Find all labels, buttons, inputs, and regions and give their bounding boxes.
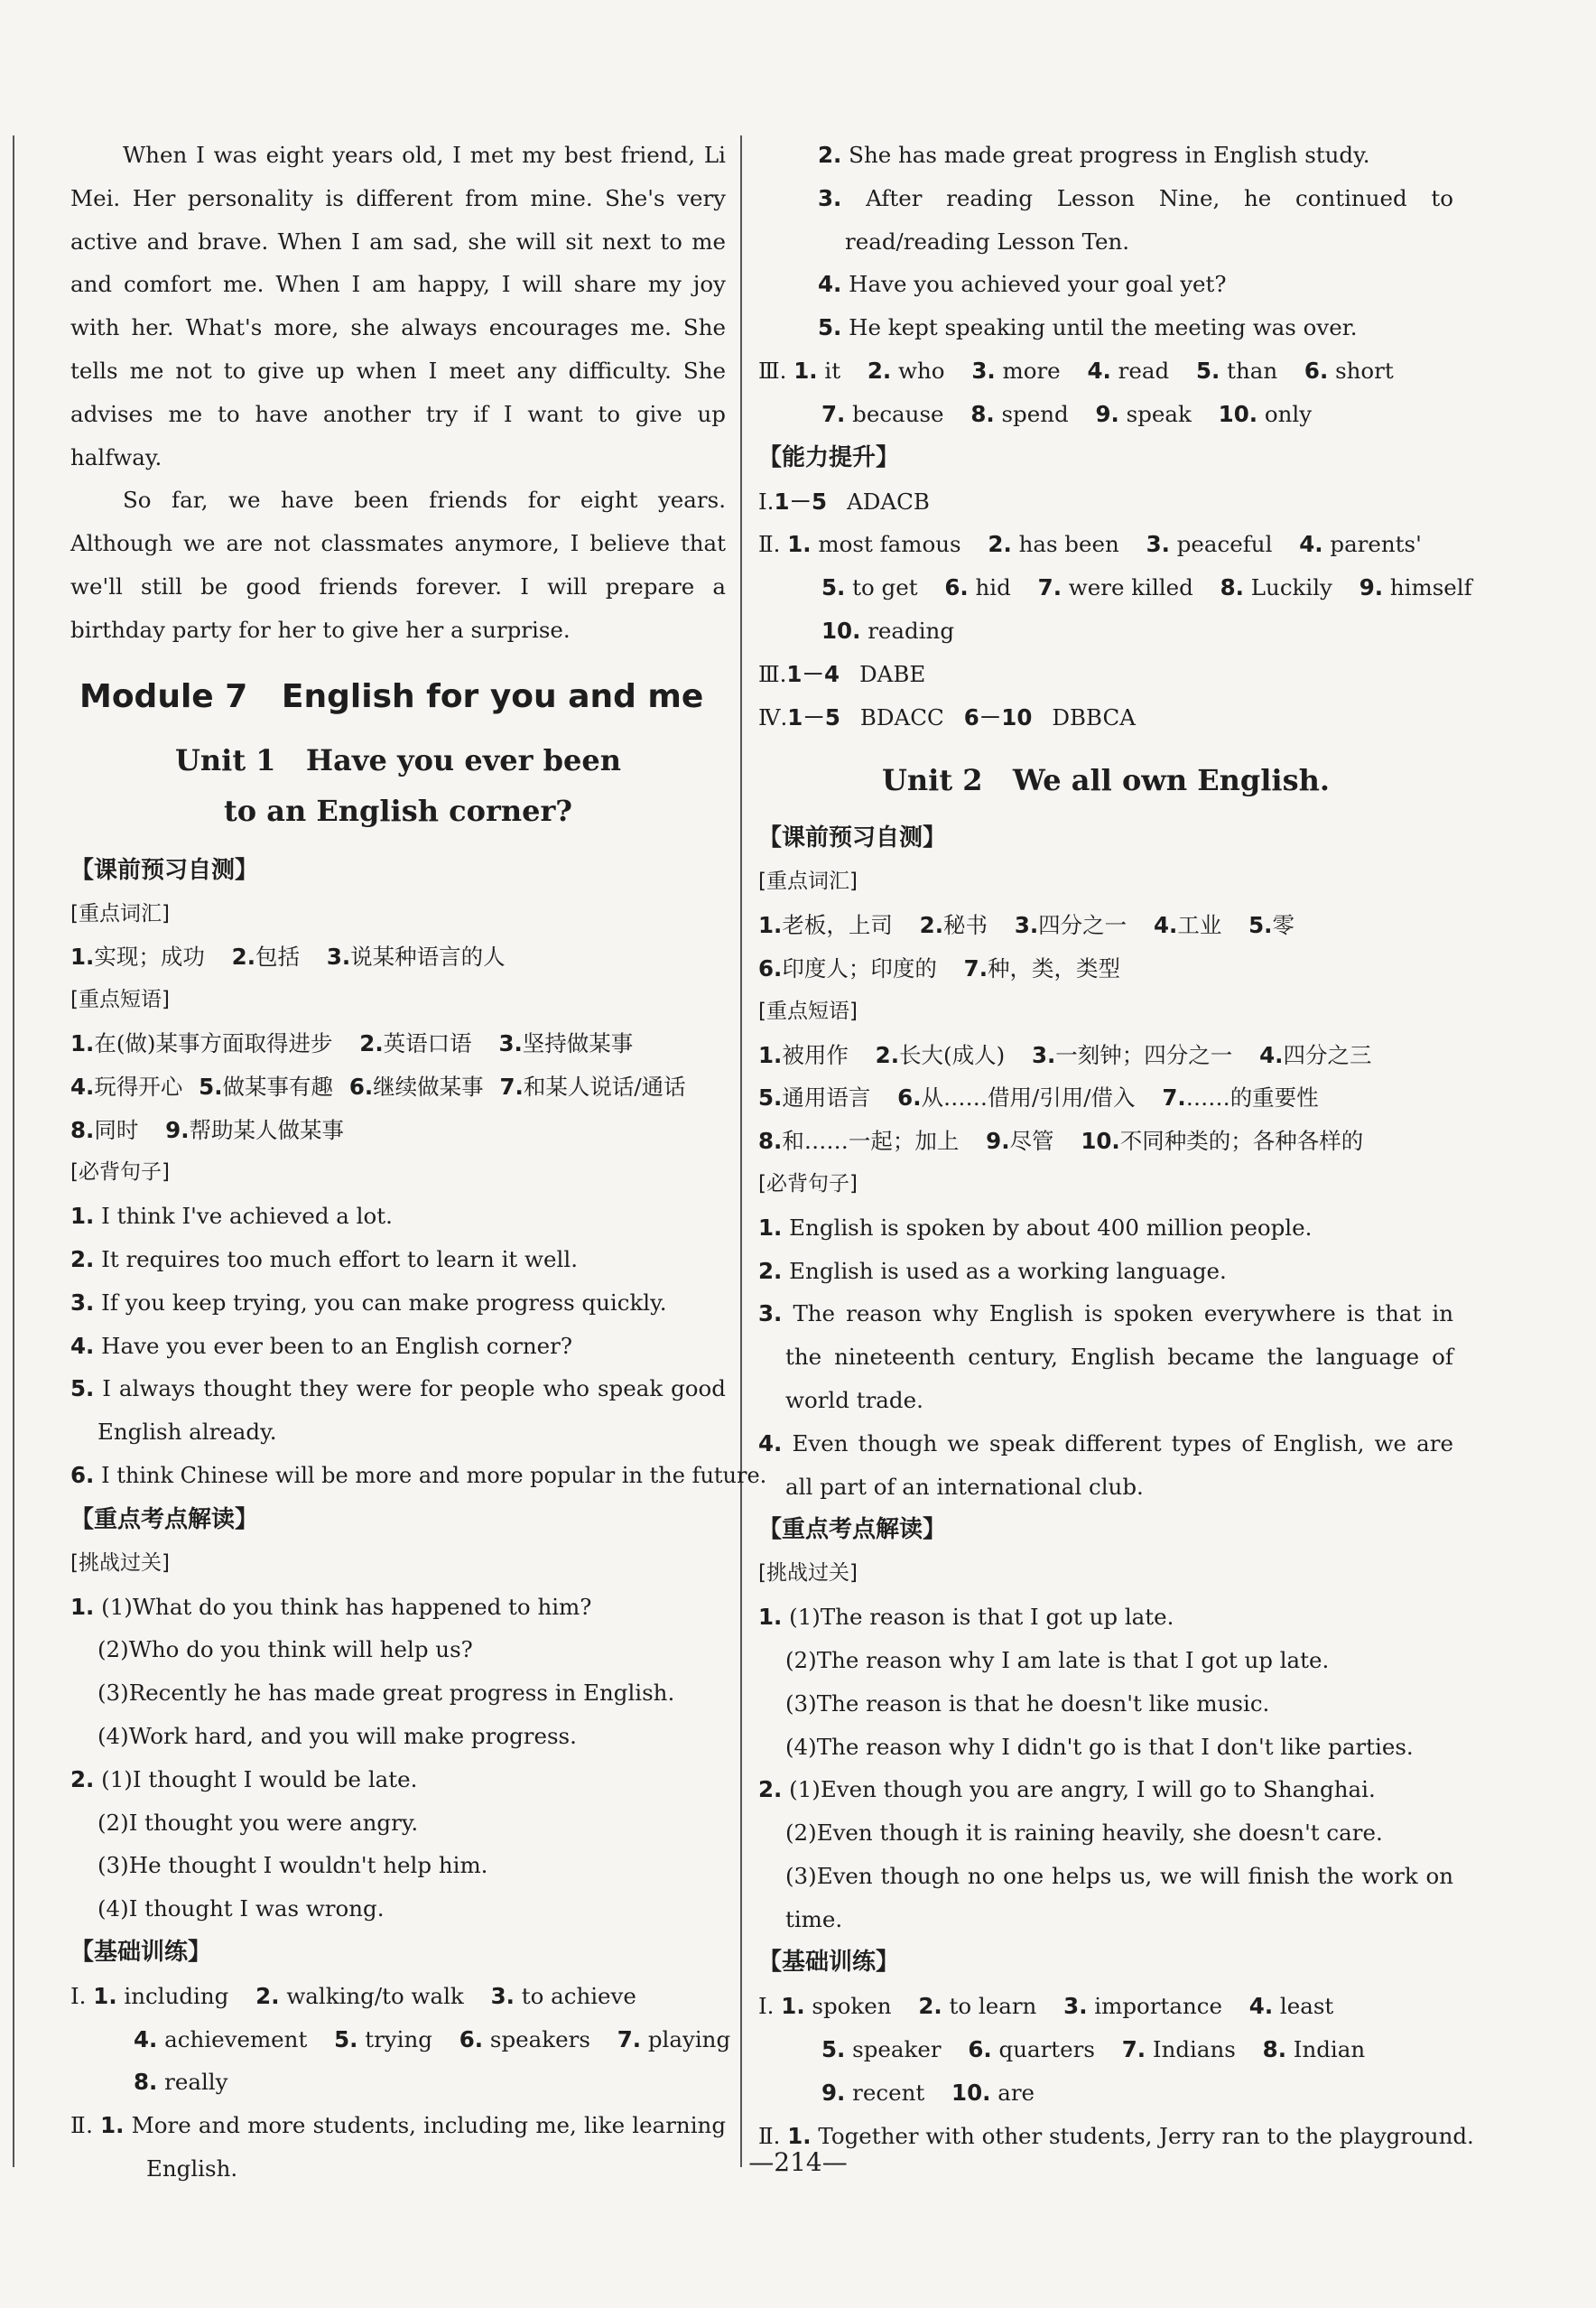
- section-preview-heading: 【课前预习自测】: [70, 856, 259, 884]
- list-item: 7.……的重要性: [1162, 1084, 1319, 1112]
- section-ability-heading: 【能力提升】: [758, 443, 900, 471]
- list-item: 2. who: [867, 357, 945, 384]
- sentence-item: 2. English is used as a working language.: [758, 1257, 1227, 1284]
- list-item: 3. peaceful: [1146, 531, 1273, 558]
- list-item: 5.零: [1248, 912, 1294, 939]
- list-item: 1.老板，上司: [758, 912, 893, 939]
- module-title: Module 7 English for you and me: [79, 677, 704, 715]
- vocab-line: [70, 935, 726, 979]
- column-divider: [740, 135, 742, 2167]
- section-keypoints-heading: 【重点考点解读】: [70, 1505, 259, 1533]
- phrases-line-2: [758, 1076, 1453, 1120]
- page-number: —214—: [748, 2147, 848, 2177]
- list-item: 2. to learn: [918, 1993, 1037, 2020]
- challenge-item: (2)Who do you think will help us?: [97, 1636, 473, 1663]
- list-item: 5. speaker: [821, 2036, 942, 2063]
- list-item: 1.在(做)某事方面取得进步: [70, 1029, 333, 1056]
- left-margin-rule: [13, 135, 14, 2167]
- challenge-item: 2. (1)I thought I would be late.: [70, 1765, 418, 1792]
- list-item: 1. most famous: [787, 531, 961, 558]
- basic-part-1-line-1: Ⅰ. 1. spoken 2. to learn 3. importance 4. least: [758, 1993, 1334, 2020]
- challenge-item: (4)Work hard, and you will make progress.: [97, 1722, 577, 1749]
- phrases-line-1: [70, 1022, 726, 1066]
- list-item: 7.和某人说话/通话: [499, 1073, 686, 1100]
- unit-title-line-1: Unit 1 Have you ever been: [174, 742, 621, 777]
- challenge-item: (2)I thought you were angry.: [97, 1809, 419, 1836]
- list-item: 1. including: [93, 1982, 229, 2009]
- list-item: 3.坚持做某事: [498, 1029, 634, 1056]
- challenge-item: (2)Even though it is raining heavily, she doesn't care.: [785, 1819, 1383, 1847]
- list-item: 8. Luckily: [1220, 574, 1332, 601]
- list-item: 4.四分之三: [1259, 1041, 1372, 1068]
- list-item: 3. to achieve: [490, 1982, 636, 2009]
- challenge-item: (2)The reason why I am late is that I got up late.: [785, 1646, 1330, 1673]
- section-basic-heading: 【基础训练】: [758, 1949, 900, 1977]
- list-item: 5.通用语言: [758, 1084, 871, 1112]
- list-item: 4.工业: [1153, 912, 1222, 939]
- list-item: 3.四分之一: [1014, 912, 1127, 939]
- list-item: 7. Indians: [1121, 2036, 1236, 2063]
- list-item: 7.种，类，类型: [963, 954, 1121, 982]
- list-item: 9. recent: [821, 2080, 925, 2107]
- sentence-item: 3. If you keep trying, you can make progress quickly.: [70, 1289, 667, 1316]
- list-item: 6. short: [1304, 357, 1394, 384]
- challenge-item: (3)The reason is that he doesn't like music.: [785, 1689, 1270, 1717]
- list-item: 6. hid: [944, 574, 1011, 601]
- challenge-item: (3)He thought I wouldn't help him.: [97, 1852, 488, 1879]
- sentence-item: 6. I think Chinese will be more and more popular in the future.: [70, 1461, 767, 1488]
- list-item: 5.做某事有趣: [199, 1073, 334, 1100]
- part-3-line-1: Ⅲ. 1. it 2. who 3. more 4. read 5. than 6. short: [758, 357, 1394, 384]
- list-item: 4. least: [1248, 1993, 1334, 2020]
- list-item: 8.同时: [70, 1116, 139, 1143]
- subheading-sentences: [必背句子]: [70, 1160, 170, 1185]
- phrases-line-3: [70, 1109, 726, 1152]
- list-item: 5. than: [1195, 357, 1278, 384]
- phrases-line-1: [758, 1034, 1453, 1077]
- sentence-item: 2. It requires too much effort to learn it well.: [70, 1245, 578, 1272]
- list-item: 3. importance: [1063, 1993, 1222, 2020]
- list-item: 8. spend: [970, 400, 1069, 427]
- ability-part-1: Ⅰ.1－5 ADACB: [758, 488, 930, 515]
- sentence-item: 1. English is spoken by about 400 million people.: [758, 1214, 1313, 1241]
- list-item: 9.帮助某人做某事: [165, 1116, 345, 1143]
- ability-part-3: Ⅲ.1－4 DABE: [758, 660, 926, 687]
- subheading-challenge: [挑战过关]: [70, 1550, 170, 1575]
- vocab-line-1: [758, 904, 1453, 947]
- phrases-line-3: [758, 1120, 1453, 1163]
- list-item: 7. playing: [617, 2025, 731, 2052]
- list-item: 1.实现；成功: [70, 944, 205, 971]
- vocab-line-2: [758, 947, 1453, 991]
- list-item: 8. really: [134, 2069, 228, 2096]
- list-item: 2. walking/to walk: [255, 1982, 464, 2009]
- basic-part-1-line-3: [758, 2071, 1453, 2115]
- list-item: 2. has been: [988, 531, 1119, 558]
- list-item: 5. trying: [334, 2025, 432, 2052]
- subheading-phrases: [重点短语]: [758, 999, 858, 1023]
- subheading-challenge: [挑战过关]: [758, 1561, 858, 1586]
- right-column: [758, 134, 1474, 2158]
- list-item: 9. himself: [1359, 574, 1472, 601]
- ability-part-2-line-2: [758, 566, 1472, 610]
- subheading-vocab: [重点词汇]: [758, 870, 858, 894]
- list-item: 10. only: [1218, 400, 1313, 427]
- sentence-item: 5. I always thought they were for people who speak good English already.: [70, 1375, 726, 1446]
- challenge-item: 2. (1)Even though you are angry, I will go to Shanghai.: [758, 1776, 1376, 1803]
- sentence-item: 3. The reason why English is spoken everywhere is that in the nineteenth century, English became the language of world trade.: [758, 1300, 1453, 1413]
- list-item: 6.印度人；印度的: [758, 954, 937, 982]
- list-item: 4. parents': [1299, 531, 1422, 558]
- list-item: 1.被用作: [758, 1041, 849, 1068]
- list-item: 6.继续做某事: [348, 1073, 484, 1100]
- basic-part-1-line-3: [70, 2061, 726, 2104]
- list-item: 2.长大(成人): [875, 1041, 1006, 1068]
- list-item: 6. quarters: [968, 2036, 1095, 2063]
- part-3-line-2: [758, 393, 1453, 436]
- translation-item: 5. He kept speaking until the meeting was over.: [818, 314, 1358, 341]
- list-item: 7. because: [821, 400, 944, 427]
- challenge-item: (4)I thought I was wrong.: [97, 1895, 385, 1922]
- ability-part-4: Ⅳ.1－5 BDACC 6－10 DBBCA: [758, 703, 1136, 731]
- list-item: 8.和……一起；加上: [758, 1128, 960, 1155]
- unit-title: [70, 735, 726, 836]
- left-column: [70, 134, 767, 2191]
- section-keypoints-heading: 【重点考点解读】: [758, 1516, 947, 1544]
- list-item: 1. it: [793, 357, 841, 384]
- list-item: 10. are: [951, 2080, 1035, 2107]
- challenge-item: (3)Even though no one helps us, we will finish the work on time.: [785, 1862, 1453, 1932]
- list-item: 1. spoken: [781, 1993, 892, 2020]
- list-item: 2.英语口语: [359, 1029, 472, 1056]
- list-item: 10. reading: [821, 617, 955, 644]
- list-item: 3.说某种语言的人: [326, 944, 506, 971]
- challenge-item: (4)The reason why I didn't go is that I don't like parties.: [785, 1733, 1414, 1760]
- basic-part-1-line-1: Ⅰ. 1. including 2. walking/to walk 3. to achieve: [70, 1982, 636, 2009]
- sentence-item: 4. Have you ever been to an English corner?: [70, 1332, 573, 1359]
- subheading-vocab: [重点词汇]: [70, 901, 170, 926]
- list-item: 3.一刻钟；四分之一: [1031, 1041, 1233, 1068]
- section-preview-heading: 【课前预习自测】: [758, 824, 947, 852]
- basic-part-2-item: Ⅱ. 1. Together with other students, Jerry ran to the playground.: [758, 2122, 1474, 2149]
- ability-part-2-line-3: [758, 610, 1453, 653]
- list-item: 6. speakers: [459, 2025, 590, 2052]
- challenge-item: 1. (1)The reason is that I got up late.: [758, 1604, 1174, 1631]
- phrases-line-2: [70, 1066, 726, 1109]
- translation-item: 4. Have you achieved your goal yet?: [818, 271, 1227, 298]
- sentence-item: 4. Even though we speak different types of English, we are all part of an international club.: [758, 1429, 1453, 1500]
- unit-title-line-2: to an English corner?: [223, 793, 573, 828]
- ability-part-2-line-1: Ⅱ. 1. most famous 2. has been 3. peaceful 4. parents': [758, 531, 1422, 558]
- list-item: 5. to get: [821, 574, 918, 601]
- sentence-item: 1. I think I've achieved a lot.: [70, 1203, 393, 1230]
- list-item: 2.秘书: [919, 912, 988, 939]
- basic-part-1-line-2: [758, 2028, 1453, 2071]
- list-item: 6.从……借用/引用/借入: [897, 1084, 1136, 1112]
- list-item: 9.尽管: [986, 1128, 1054, 1155]
- basic-part-1-line-2: [70, 2018, 731, 2061]
- translation-item: 2. She has made great progress in English study.: [818, 142, 1370, 168]
- list-item: 4.玩得开心: [70, 1073, 183, 1100]
- subheading-phrases: [重点短语]: [70, 988, 170, 1012]
- challenge-item: (3)Recently he has made great progress in English.: [97, 1680, 675, 1707]
- list-item: 9. speak: [1095, 400, 1192, 427]
- basic-part-2-item: Ⅱ. 1. More and more students, including me, like learning English.: [70, 2112, 727, 2182]
- challenge-item: 1. (1)What do you think has happened to him?: [70, 1593, 592, 1620]
- subheading-sentences: [必背句子]: [758, 1171, 858, 1196]
- list-item: 7. were killed: [1037, 574, 1193, 601]
- list-item: 4. achievement: [134, 2025, 308, 2052]
- section-basic-heading: 【基础训练】: [70, 1938, 212, 1966]
- list-item: 3. more: [971, 357, 1061, 384]
- translation-item: 3. After reading Lesson Nine, he continued to read/reading Lesson Ten.: [818, 184, 1453, 255]
- essay-paragraph-1: When I was eight years old, I met my best friend, Li Mei. Her personality is different from mine. She's very active and brave. When I am sad, she will sit next to me and comfort me. When I am happy, I will share my joy with her. What's more, she always encourages me. She tells me not to give up when I meet any difficulty. She advises me to have another try if I want to give up halfway.: [70, 142, 726, 470]
- unit-2-title: Unit 2 We all own English.: [881, 763, 1330, 798]
- list-item: 2.包括: [231, 944, 301, 971]
- essay-paragraph-2: So far, we have been friends for eight years. Although we are not classmates anymore, I believe that we'll still be good friends forever. I will prepare a birthday party for her to give her a surprise.: [70, 487, 726, 643]
- list-item: 8. Indian: [1262, 2036, 1366, 2063]
- list-item: 10.不同种类的；各种各样的: [1081, 1128, 1364, 1155]
- list-item: 4. read: [1087, 357, 1170, 384]
